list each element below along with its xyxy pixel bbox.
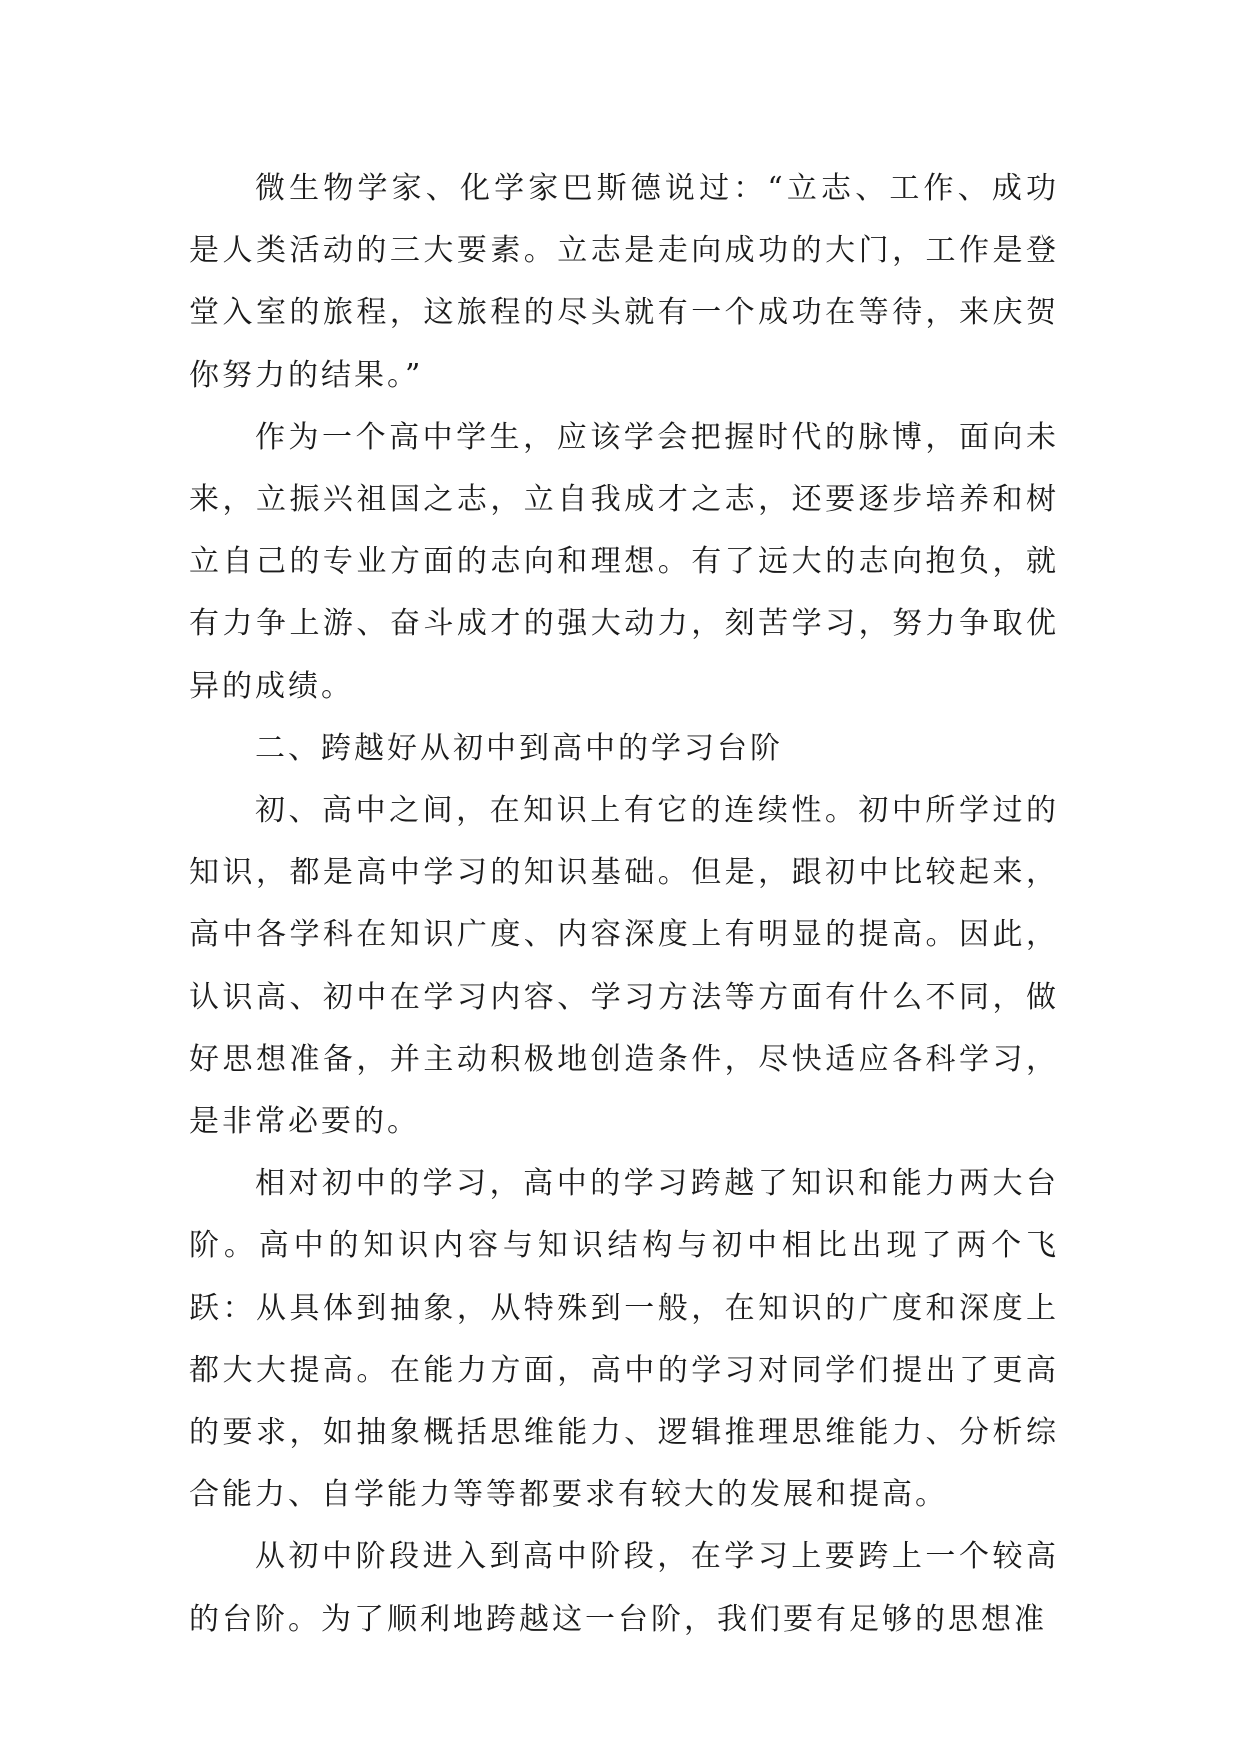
paragraph-two-steps: 相对初中的学习，高中的学习跨越了知识和能力两大台阶。高中的知识内容与知识结构与初中相比出现了两个飞跃：从具体到抽象，从特殊到一般，在知识的广度和深度上都大大提高。在能力方面，高中的学习对同学们提出了更高的要求，如抽象概括思维能力、逻辑推理思维能力、分析综合能力、自学能力等等都要求有较大的发展和提高。 <box>189 1166 1059 1513</box>
paragraph-student-ambition: 作为一个高中学生，应该学会把握时代的脉博，面向未来，立振兴祖国之志，立自我成才之志，还要逐步培养和树立自己的专业方面的志向和理想。有了远大的志向抱负，就有力争上游、奋斗成才的强大动力，刻苦学习，努力争取优异的成绩。 <box>189 419 1059 704</box>
paragraph-pasteur-quote: 微生物学家、化学家巴斯德说过：“立志、工作、成功是人类活动的三大要素。立志是走向成功的大门，工作是登堂入室的旅程，这旅程的尽头就有一个成功在等待，来庆贺你努力的结果。” <box>189 171 1059 393</box>
section-heading: 二、跨越好从初中到高中的学习台阶 <box>255 730 783 766</box>
paragraph-higher-step: 从初中阶段进入到高中阶段，在学习上要跨上一个较高的台阶。为了顺利地跨越这一台阶，我们要有足够的思想准 <box>189 1539 1059 1637</box>
document-body <box>189 158 1059 1651</box>
paragraph-knowledge-continuity: 初、高中之间，在知识上有它的连续性。初中所学过的知识，都是高中学习的知识基础。但是，跟初中比较起来，高中各学科在知识广度、内容深度上有明显的提高。因此，认识高、初中在学习内容、学习方法等方面有什么不同，做好思想准备，并主动积极地创造条件，尽快适应各科学习，是非常必要的。 <box>189 793 1059 1140</box>
